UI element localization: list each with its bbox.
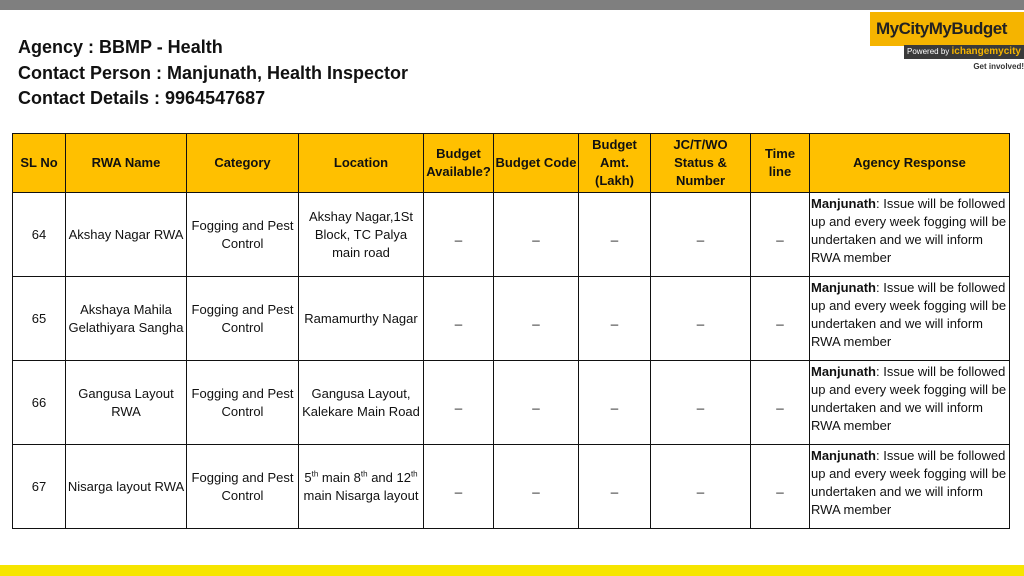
cell-rwa-name: Nisarga layout RWA (66, 445, 187, 529)
mycitymybudget-logo (870, 12, 1024, 74)
cell-budget-code: _ (494, 277, 579, 361)
header-timeline: Time line (751, 134, 810, 193)
cell-category: Fogging and Pest Control (187, 193, 299, 277)
header-agency-response: Agency Response (810, 134, 1010, 193)
table-header-row (13, 134, 1010, 193)
cell-sl-no: 65 (13, 277, 66, 361)
rwa-issues-table (12, 133, 1010, 529)
header-budget-code: Budget Code (494, 134, 579, 193)
cell-sl-no: 67 (13, 445, 66, 529)
cell-budget-amt: _ (579, 277, 651, 361)
cell-budget-code: _ (494, 445, 579, 529)
cell-rwa-name: Gangusa Layout RWA (66, 361, 187, 445)
cell-status: _ (651, 277, 751, 361)
cell-agency-response (810, 277, 1010, 361)
contact-person-line: Contact Person : Manjunath, Health Inspector (18, 62, 409, 83)
cell-rwa-name: Akshaya Mahila Gelathiyara Sangha (66, 277, 187, 361)
table-row (13, 277, 1010, 361)
responder-name: Manjunath (811, 364, 876, 379)
table-row (13, 445, 1010, 529)
header-budget-amt: Budget Amt. (Lakh) (579, 134, 651, 193)
cell-budget-amt: _ (579, 445, 651, 529)
contact-details-line: Contact Details : 9964547687 (18, 88, 266, 108)
responder-name: Manjunath (811, 196, 876, 211)
cell-timeline: _ (751, 277, 810, 361)
cell-location: 5th main 8th and 12th main Nisarga layout (299, 445, 424, 529)
table-row (13, 193, 1010, 277)
cell-budget-available: _ (424, 445, 494, 529)
logo-tagline: Get involved! (973, 62, 1024, 71)
cell-status: _ (651, 361, 751, 445)
page-header (18, 35, 408, 112)
logo-brand: MyCityMyBudget (870, 12, 1024, 46)
response-text: : Issue will be followed up and every week fogging will be undertaken and we will inform RWA member (811, 448, 1007, 517)
response-text: : Issue will be followed up and every week fogging will be undertaken and we will inform RWA member (811, 364, 1007, 433)
cell-budget-available: _ (424, 361, 494, 445)
top-bar (0, 0, 1024, 10)
cell-category: Fogging and Pest Control (187, 361, 299, 445)
cell-agency-response (810, 193, 1010, 277)
cell-timeline: _ (751, 445, 810, 529)
cell-rwa-name: Akshay Nagar RWA (66, 193, 187, 277)
cell-category: Fogging and Pest Control (187, 277, 299, 361)
cell-budget-code: _ (494, 361, 579, 445)
header-status: JC/T/WO Status & Number (651, 134, 751, 193)
cell-budget-available: _ (424, 277, 494, 361)
response-text: : Issue will be followed up and every week fogging will be undertaken and we will inform RWA member (811, 280, 1007, 349)
header-location: Location (299, 134, 424, 193)
cell-timeline: _ (751, 193, 810, 277)
cell-agency-response (810, 361, 1010, 445)
cell-location: Akshay Nagar,1St Block, TC Palya main road (299, 193, 424, 277)
header-category: Category (187, 134, 299, 193)
cell-budget-amt: _ (579, 193, 651, 277)
table-row (13, 361, 1010, 445)
cell-status: _ (651, 445, 751, 529)
agency-line: Agency : BBMP - Health (18, 37, 223, 57)
cell-budget-code: _ (494, 193, 579, 277)
cell-agency-response (810, 445, 1010, 529)
cell-status: _ (651, 193, 751, 277)
bottom-bar (0, 565, 1024, 576)
cell-budget-available: _ (424, 193, 494, 277)
cell-timeline: _ (751, 361, 810, 445)
cell-sl-no: 66 (13, 361, 66, 445)
cell-budget-amt: _ (579, 361, 651, 445)
header-budget-available: Budget Available? (424, 134, 494, 193)
cell-location: Gangusa Layout, Kalekare Main Road (299, 361, 424, 445)
response-text: : Issue will be followed up and every week fogging will be undertaken and we will inform RWA member (811, 196, 1007, 265)
cell-category: Fogging and Pest Control (187, 445, 299, 529)
header-rwa-name: RWA Name (66, 134, 187, 193)
responder-name: Manjunath (811, 448, 876, 463)
cell-sl-no: 64 (13, 193, 66, 277)
responder-name: Manjunath (811, 280, 876, 295)
cell-location: Ramamurthy Nagar (299, 277, 424, 361)
header-sl-no: SL No (13, 134, 66, 193)
logo-powered-by: Powered by ichangemycity (904, 45, 1024, 59)
